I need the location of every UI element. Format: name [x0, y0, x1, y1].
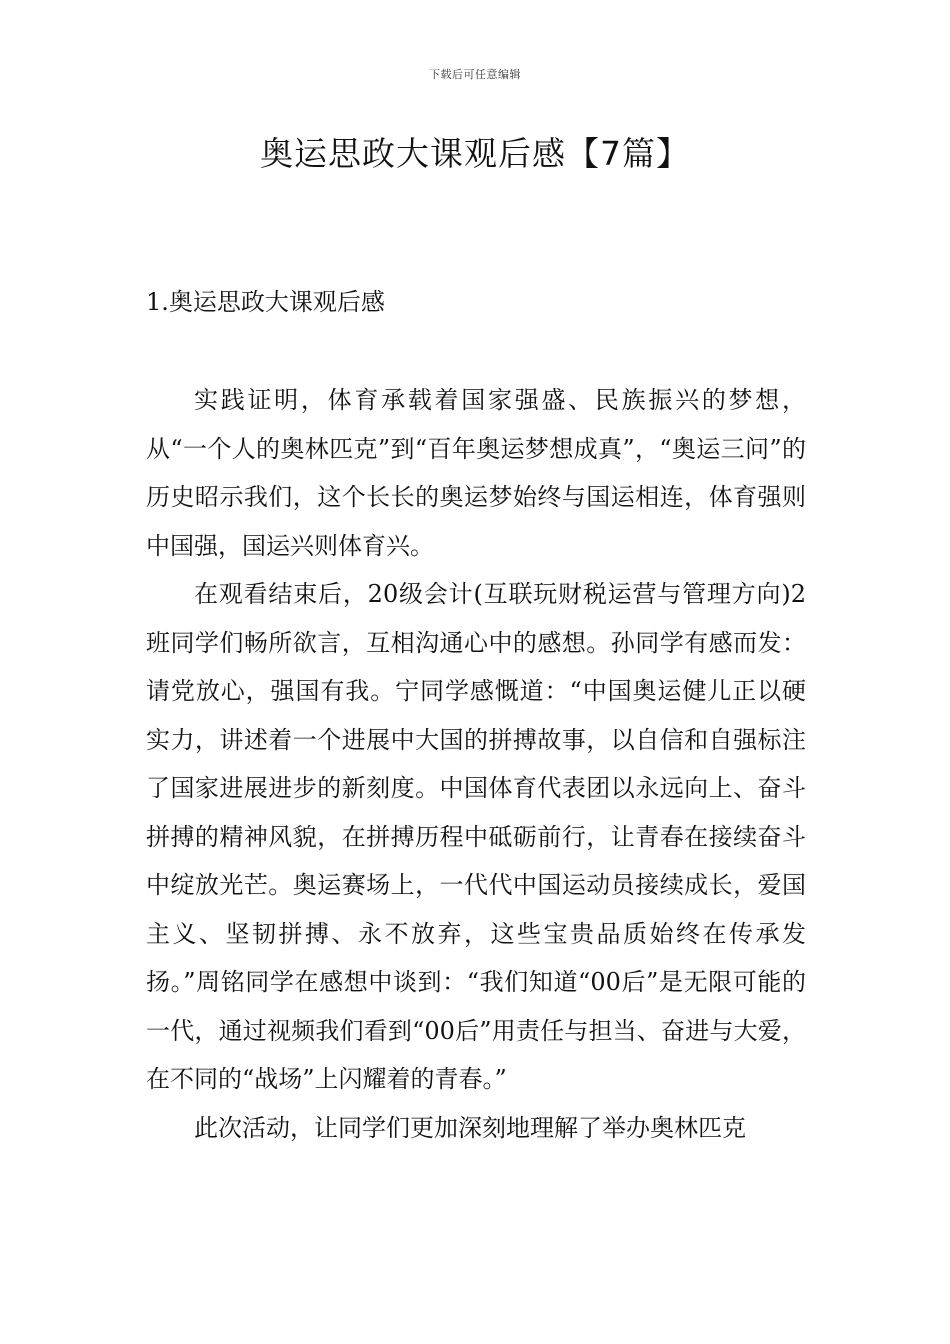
body-text — [146, 376, 806, 1152]
section-heading: 1.奥运思政大课观后感 — [146, 288, 385, 316]
paragraph-2: 在观看结束后，20级会计(互联玩财税运营与管理方向)2班同学们畅所欲言，互相沟通心中的感想。孙同学有感而发：请党放心，强国有我。宁同学感慨道：“中国奥运健儿正以硬实力，讲述着一个进展中大国的拼搏故事，以自信和自强标注了国家进展进步的新刻度。中国体育代表团以永远向上、奋斗拼搏的精神风貌，在拼搏历程中砥砺前行，让青春在接续奋斗中绽放光芒。奥运赛场上，一代代中国运动员接续成长，爱国主义、坚韧拼搏、永不放弃，这些宝贵品质始终在传承发扬。”周铭同学在感想中谈到：“我们知道“00后”是无限可能的一代，通过视频我们看到“00后”用责任与担当、奋进与大爱，在不同的“战场”上闪耀着的青春。” — [146, 580, 806, 1093]
header-note: 下载后可任意编辑 — [429, 68, 521, 81]
paragraph-3: 此次活动，让同学们更加深刻地理解了举办奥林匹克 — [194, 1113, 746, 1142]
paragraph-1: 实践证明，体育承载着国家强盛、民族振兴的梦想，从“一个人的奥林匹克”到“百年奥运梦想成真”，“奥运三问”的历史昭示我们，这个长长的奥运梦始终与国运相连，体育强则中国强，国运兴则体育兴。 — [146, 386, 806, 560]
document-title: 奥运思政大课观后感【7篇】 — [260, 134, 690, 173]
